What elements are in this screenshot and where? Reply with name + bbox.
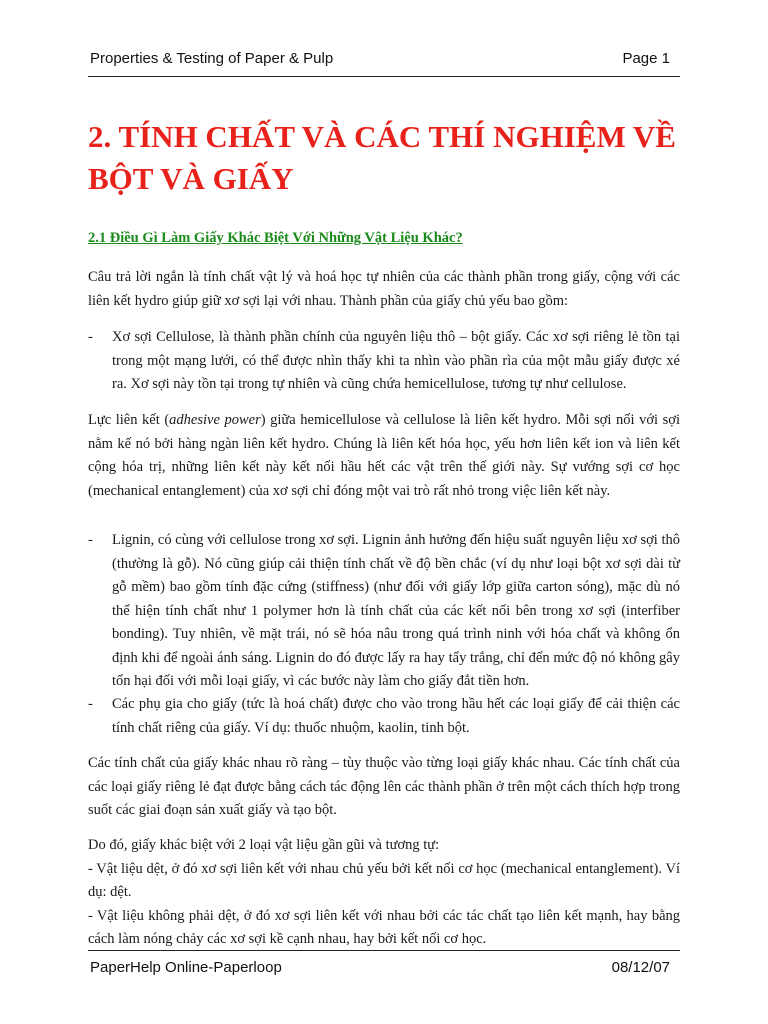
bullet-text: Các phụ gia cho giấy (tức là hoá chất) được cho vào trong hầu hết các loại giấy để cải thiện các tính chất riêng của giấy. Ví dụ: thuốc nhuộm, kaolin, tinh bột.	[112, 696, 680, 736]
intro-paragraph: Câu trả lời ngắn là tính chất vật lý và hoá học tự nhiên của các thành phần trong giấy, cộng với các liên kết hydro giúp giữ xơ sợi lại với nhau. Thành phần của giấy chủ yếu bao gồm:	[88, 269, 680, 309]
header-document-title: Properties & Testing of Paper & Pulp	[90, 50, 334, 67]
header-page-number: Page 1	[622, 50, 670, 67]
conclusion-item-textile: - Vật liệu dệt, ở đó xơ sợi liên kết với nhau chủ yếu bởi kết nối cơ học (mechanical entanglement). Ví dụ: dệt.	[88, 860, 680, 900]
bullet-dash: -	[88, 329, 93, 345]
bonding-term: adhesive power	[169, 412, 261, 428]
bullet-text: Lignin, có cùng với cellulose trong xơ sợi. Lignin ảnh hưởng đến hiệu suất nguyên liệu xơ sợi thô (thường là gỗ). Nó cũng giúp cải thiện tính chất về độ bền chắc (ví dụ như loại bột xơ sợi dài từ gỗ mềm) bao gồm tính đặc cứng (stiffness) (như đối với giấy lớp giữa carton sóng), mặc dù nó thể hiện tính chất như 1 polymer hơn là tính chất của các kết nối bên trong xơ sợi (interfiber bonding). Tuy nhiên, về mặt trái, nó sẽ hóa nâu trong quá trình ninh với hóa chất và không ổn định khi để ngoài ánh sáng. Lignin do đó được lấy ra hay tẩy trắng, chỉ đến mức độ nó không gây tổn hại đối với mỗi loại giấy, vì các bước này làm cho giấy đắt tiền hơn.	[112, 532, 680, 689]
section-heading: 2.1 Điều Gì Làm Giấy Khác Biệt Với Những Vật Liệu Khác?	[88, 230, 463, 246]
page-header	[88, 50, 680, 77]
bullet-lignin	[88, 529, 680, 694]
conclusion-lead: Do đó, giấy khác biệt với 2 loại vật liệu gần gũi và tương tự:	[88, 837, 440, 853]
bonding-paragraph	[88, 409, 680, 503]
conclusion-item-nonwoven: - Vật liệu không phải dệt, ở đó xơ sợi liên kết với nhau bởi các tác chất tạo liên kết mạnh, hay bằng cách làm nóng chảy các xơ sợi kề cạnh nhau, hay bởi kết nối cơ học.	[88, 907, 680, 947]
bullet-cellulose	[88, 326, 680, 397]
bullet-dash: -	[88, 532, 93, 548]
chapter-title: 2. TÍNH CHẤT VÀ CÁC THÍ NGHIỆM VỀ BỘT VÀ GIẤY	[88, 119, 676, 196]
bullet-dash: -	[88, 696, 93, 712]
footer-date: 08/12/07	[611, 959, 670, 976]
conclusion-block	[88, 834, 680, 952]
bonding-text-start: Lực liên kết (	[88, 412, 170, 428]
bullet-additives	[88, 693, 680, 740]
page-footer	[88, 950, 680, 981]
bonding-text-end: ) giữa hemicellulose và cellulose là liên kết hydro. Mỗi sợi nối với sợi nằm kế nó bởi hàng ngàn liên kết hydro. Chúng là liên kết hóa học, yếu hơn liên kết ion và liên kết cộng hóa trị, những liên kết này kết nối hầu hết các vật trên thế giới này. Sự vướng sợi cơ học (mechanical entanglement) của xơ sợi chỉ đóng một vai trò rất nhỏ trong việc liên kết này.	[88, 412, 680, 499]
footer-source: PaperHelp Online-Paperloop	[90, 959, 282, 976]
properties-paragraph: Các tính chất của giấy khác nhau rõ ràng – tùy thuộc vào từng loại giấy khác nhau. Các tính chất của các loại giấy riêng lẻ đạt được bằng cách tác động lên các thành phần ở trên một cách thích hợp trong suốt các giai đoạn sản xuất giấy và tạo bột.	[88, 755, 680, 818]
bullet-text: Xơ sợi Cellulose, là thành phần chính của nguyên liệu thô – bột giấy. Các xơ sợi riêng lẻ tồn tại trong một mạng lưới, có thể được nhìn thấy khi ta nhìn vào phần rìa của một mẫu giấy được xé ra. Xơ sợi này tồn tại trong tự nhiên và cũng chứa hemicellulose, tương tự như cellulose.	[112, 329, 680, 392]
